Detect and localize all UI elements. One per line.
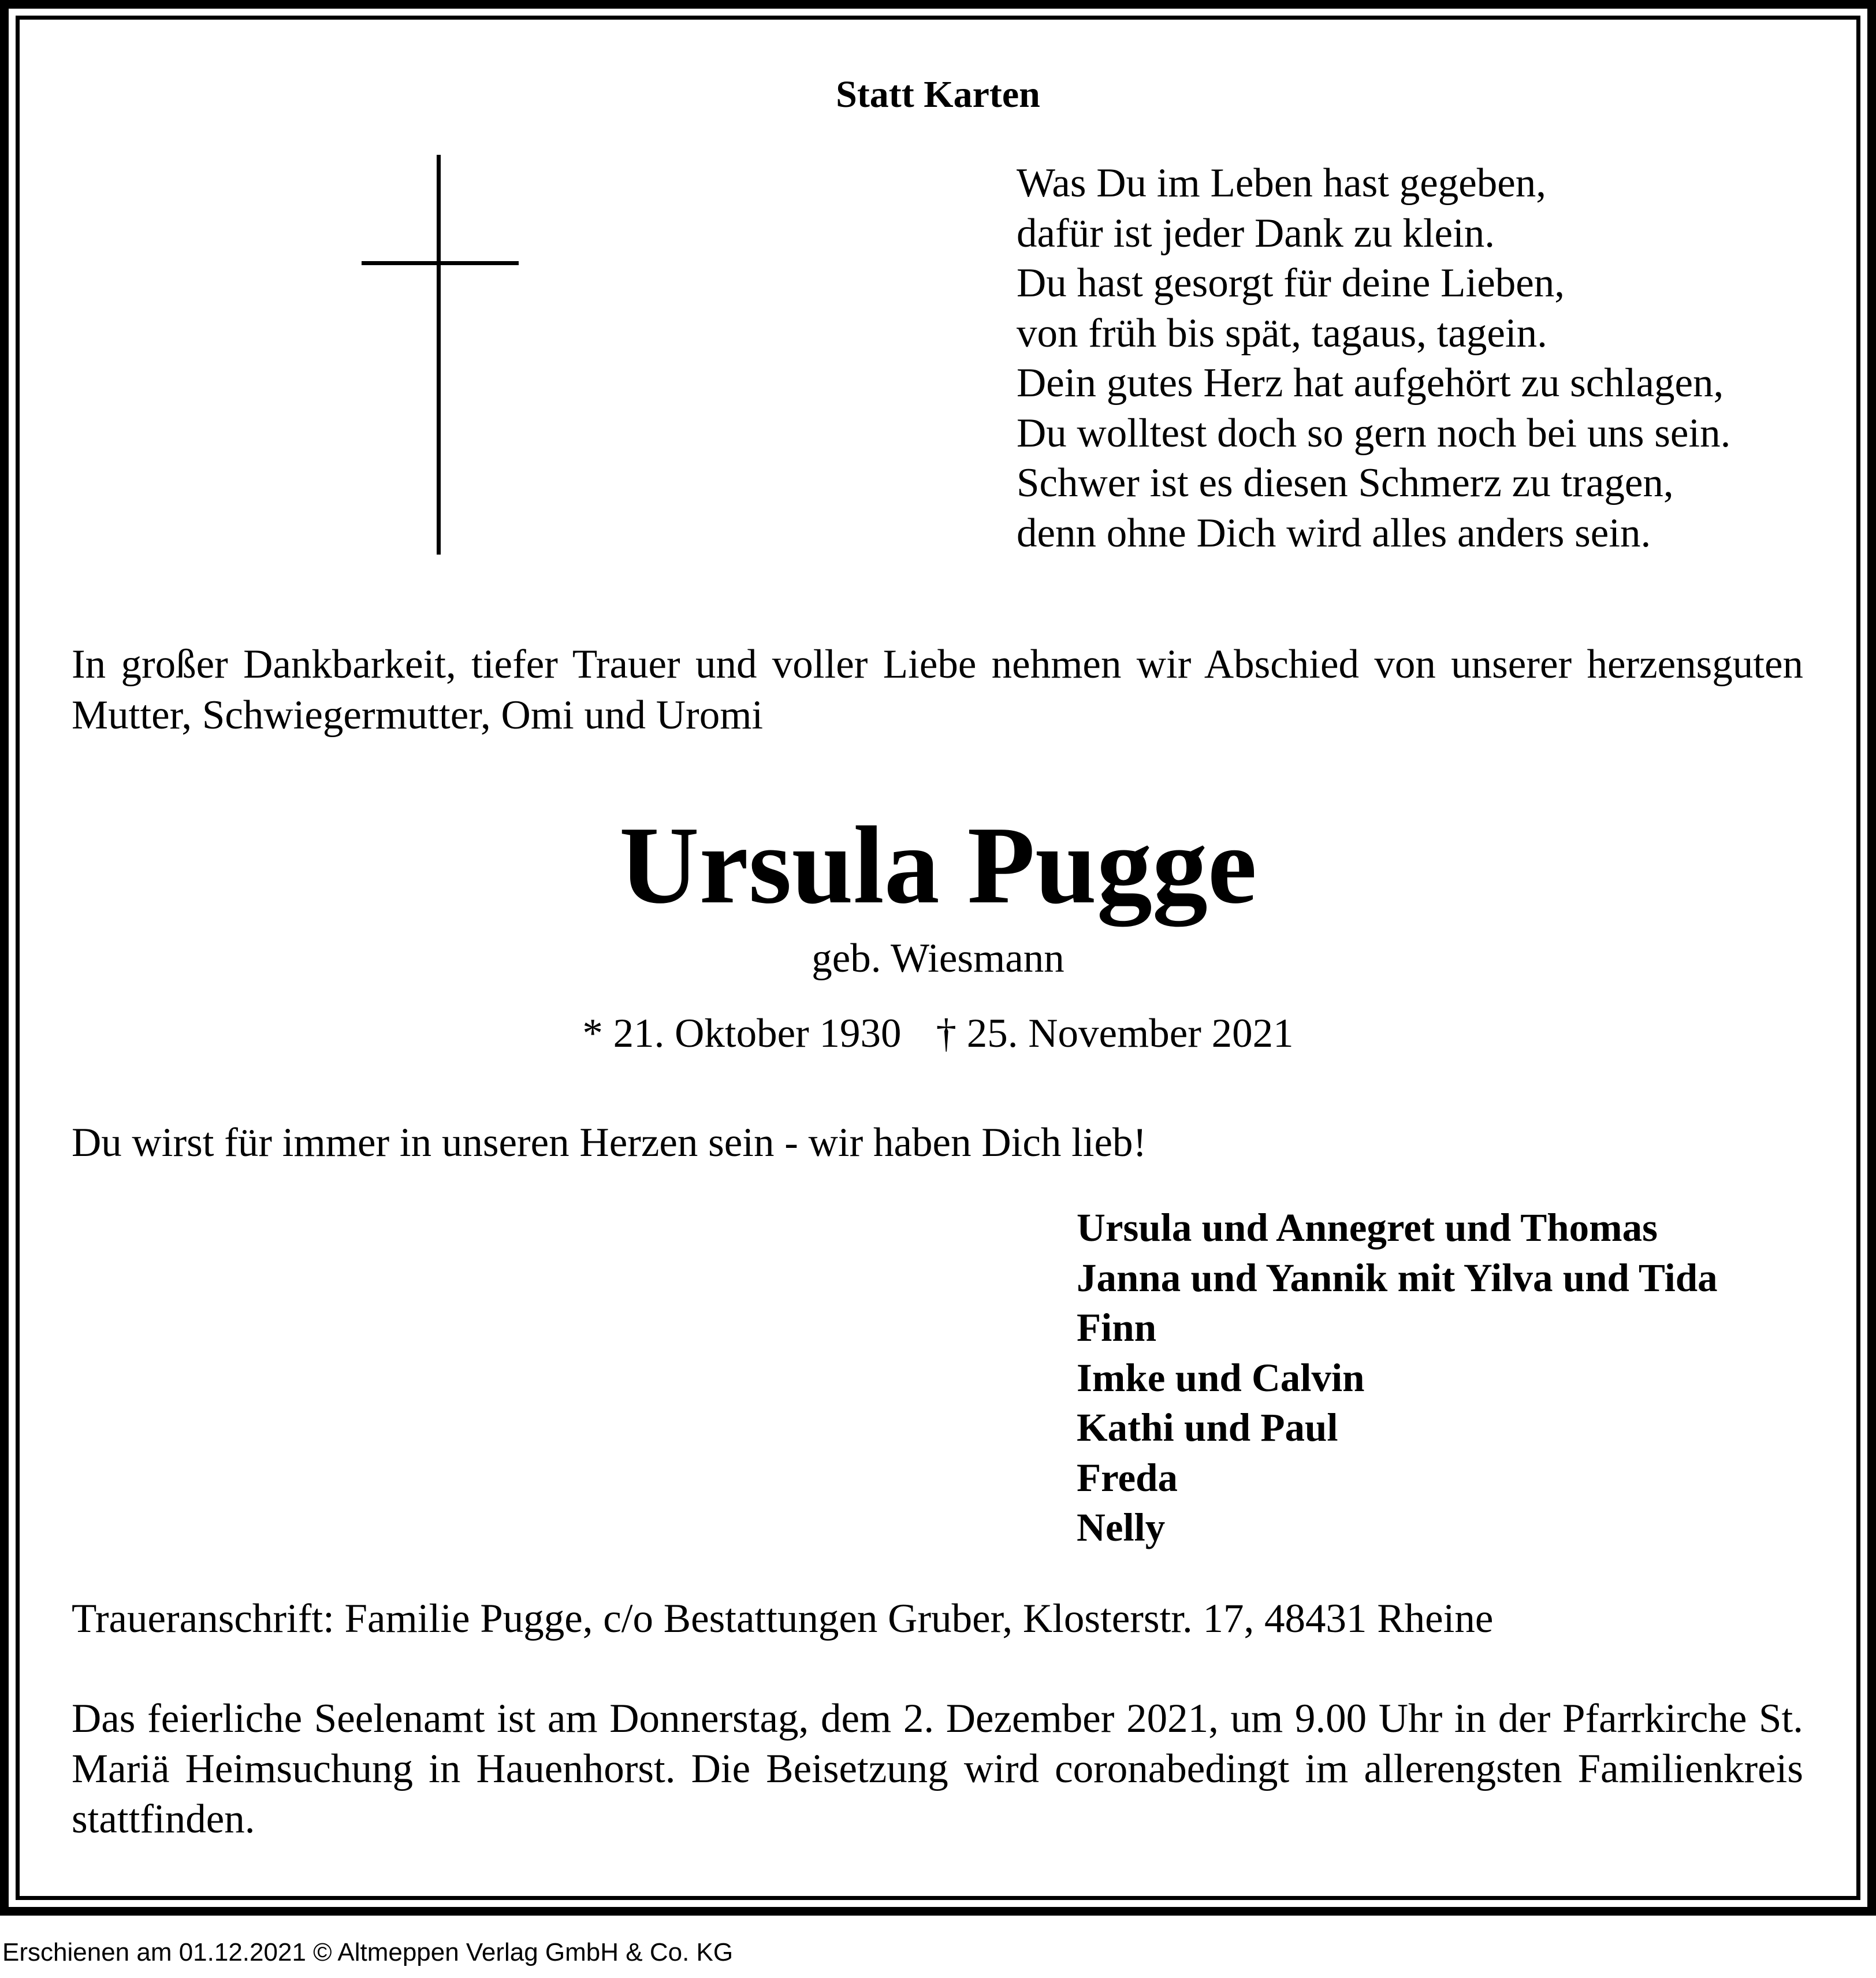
poem-line: von früh bis spät, tagaus, tagein.: [1017, 310, 1547, 356]
poem-line: Schwer ist es diesen Schmerz zu tragen,: [1017, 460, 1674, 505]
publication-footer: Erschienen am 01.12.2021 © Altmeppen Verlag GmbH & Co. KG: [2, 1938, 734, 1966]
cross-icon-horizontal: [362, 261, 519, 265]
poem-line: Du wolltest doch so gern noch bei uns sein.: [1017, 410, 1731, 456]
family-member: Nelly: [1077, 1505, 1166, 1549]
poem-line: dafür ist jeder Dank zu klein.: [1017, 210, 1495, 256]
family-member: Ursula und Annegret und Thomas: [1077, 1206, 1658, 1250]
mourning-address: Traueranschrift: Familie Pugge, c/o Bestattungen Gruber, Klosterstr. 17, 48431 Rheine: [72, 1596, 1494, 1641]
service-info: Das feierliche Seelenamt ist am Donnerstag, dem 2. Dezember 2021, um 9.00 Uhr in der Pfarrkirche St. Mariä Heimsuchung in Hauenhorst. Die Beisetzung wird coronabedingt im allerengsten Familienkreis stattfinden.: [72, 1696, 1803, 1842]
deceased-name: Ursula Pugge: [619, 804, 1257, 927]
family-member: Freda: [1077, 1455, 1178, 1500]
family-member: Finn: [1077, 1306, 1157, 1349]
poem-line: Was Du im Leben hast gegeben,: [1017, 161, 1547, 206]
birth-date: * 21. Oktober 1930: [582, 1011, 902, 1056]
header-statt-karten: Statt Karten: [836, 73, 1040, 116]
poem: [1017, 158, 1825, 558]
family-list: [1077, 1203, 1827, 1553]
poem-line: Dein gutes Herz hat aufgehört zu schlagen,: [1017, 360, 1724, 406]
poem-line: denn ohne Dich wird alles anders sein.: [1017, 510, 1651, 556]
cross-icon-vertical: [437, 155, 441, 555]
life-dates: [0, 1007, 1876, 1059]
intro-text: In großer Dankbarkeit, tiefer Trauer und voller Liebe nehmen wir Abschied von unserer herzensguten Mutter, Schwiegermutter, Omi und Uromi: [72, 642, 1803, 738]
family-member: Kathi und Paul: [1077, 1406, 1338, 1449]
family-member: Janna und Yannik mit Yilva und Tida: [1077, 1255, 1718, 1300]
poem-line: Du hast gesorgt für deine Lieben,: [1017, 261, 1565, 306]
maiden-name: geb. Wiesmann: [812, 936, 1064, 981]
death-date: † 25. November 2021: [936, 1011, 1294, 1056]
family-member: Imke und Calvin: [1077, 1355, 1365, 1400]
closing-text: Du wirst für immer in unseren Herzen sein - wir haben Dich lieb!: [72, 1120, 1147, 1165]
